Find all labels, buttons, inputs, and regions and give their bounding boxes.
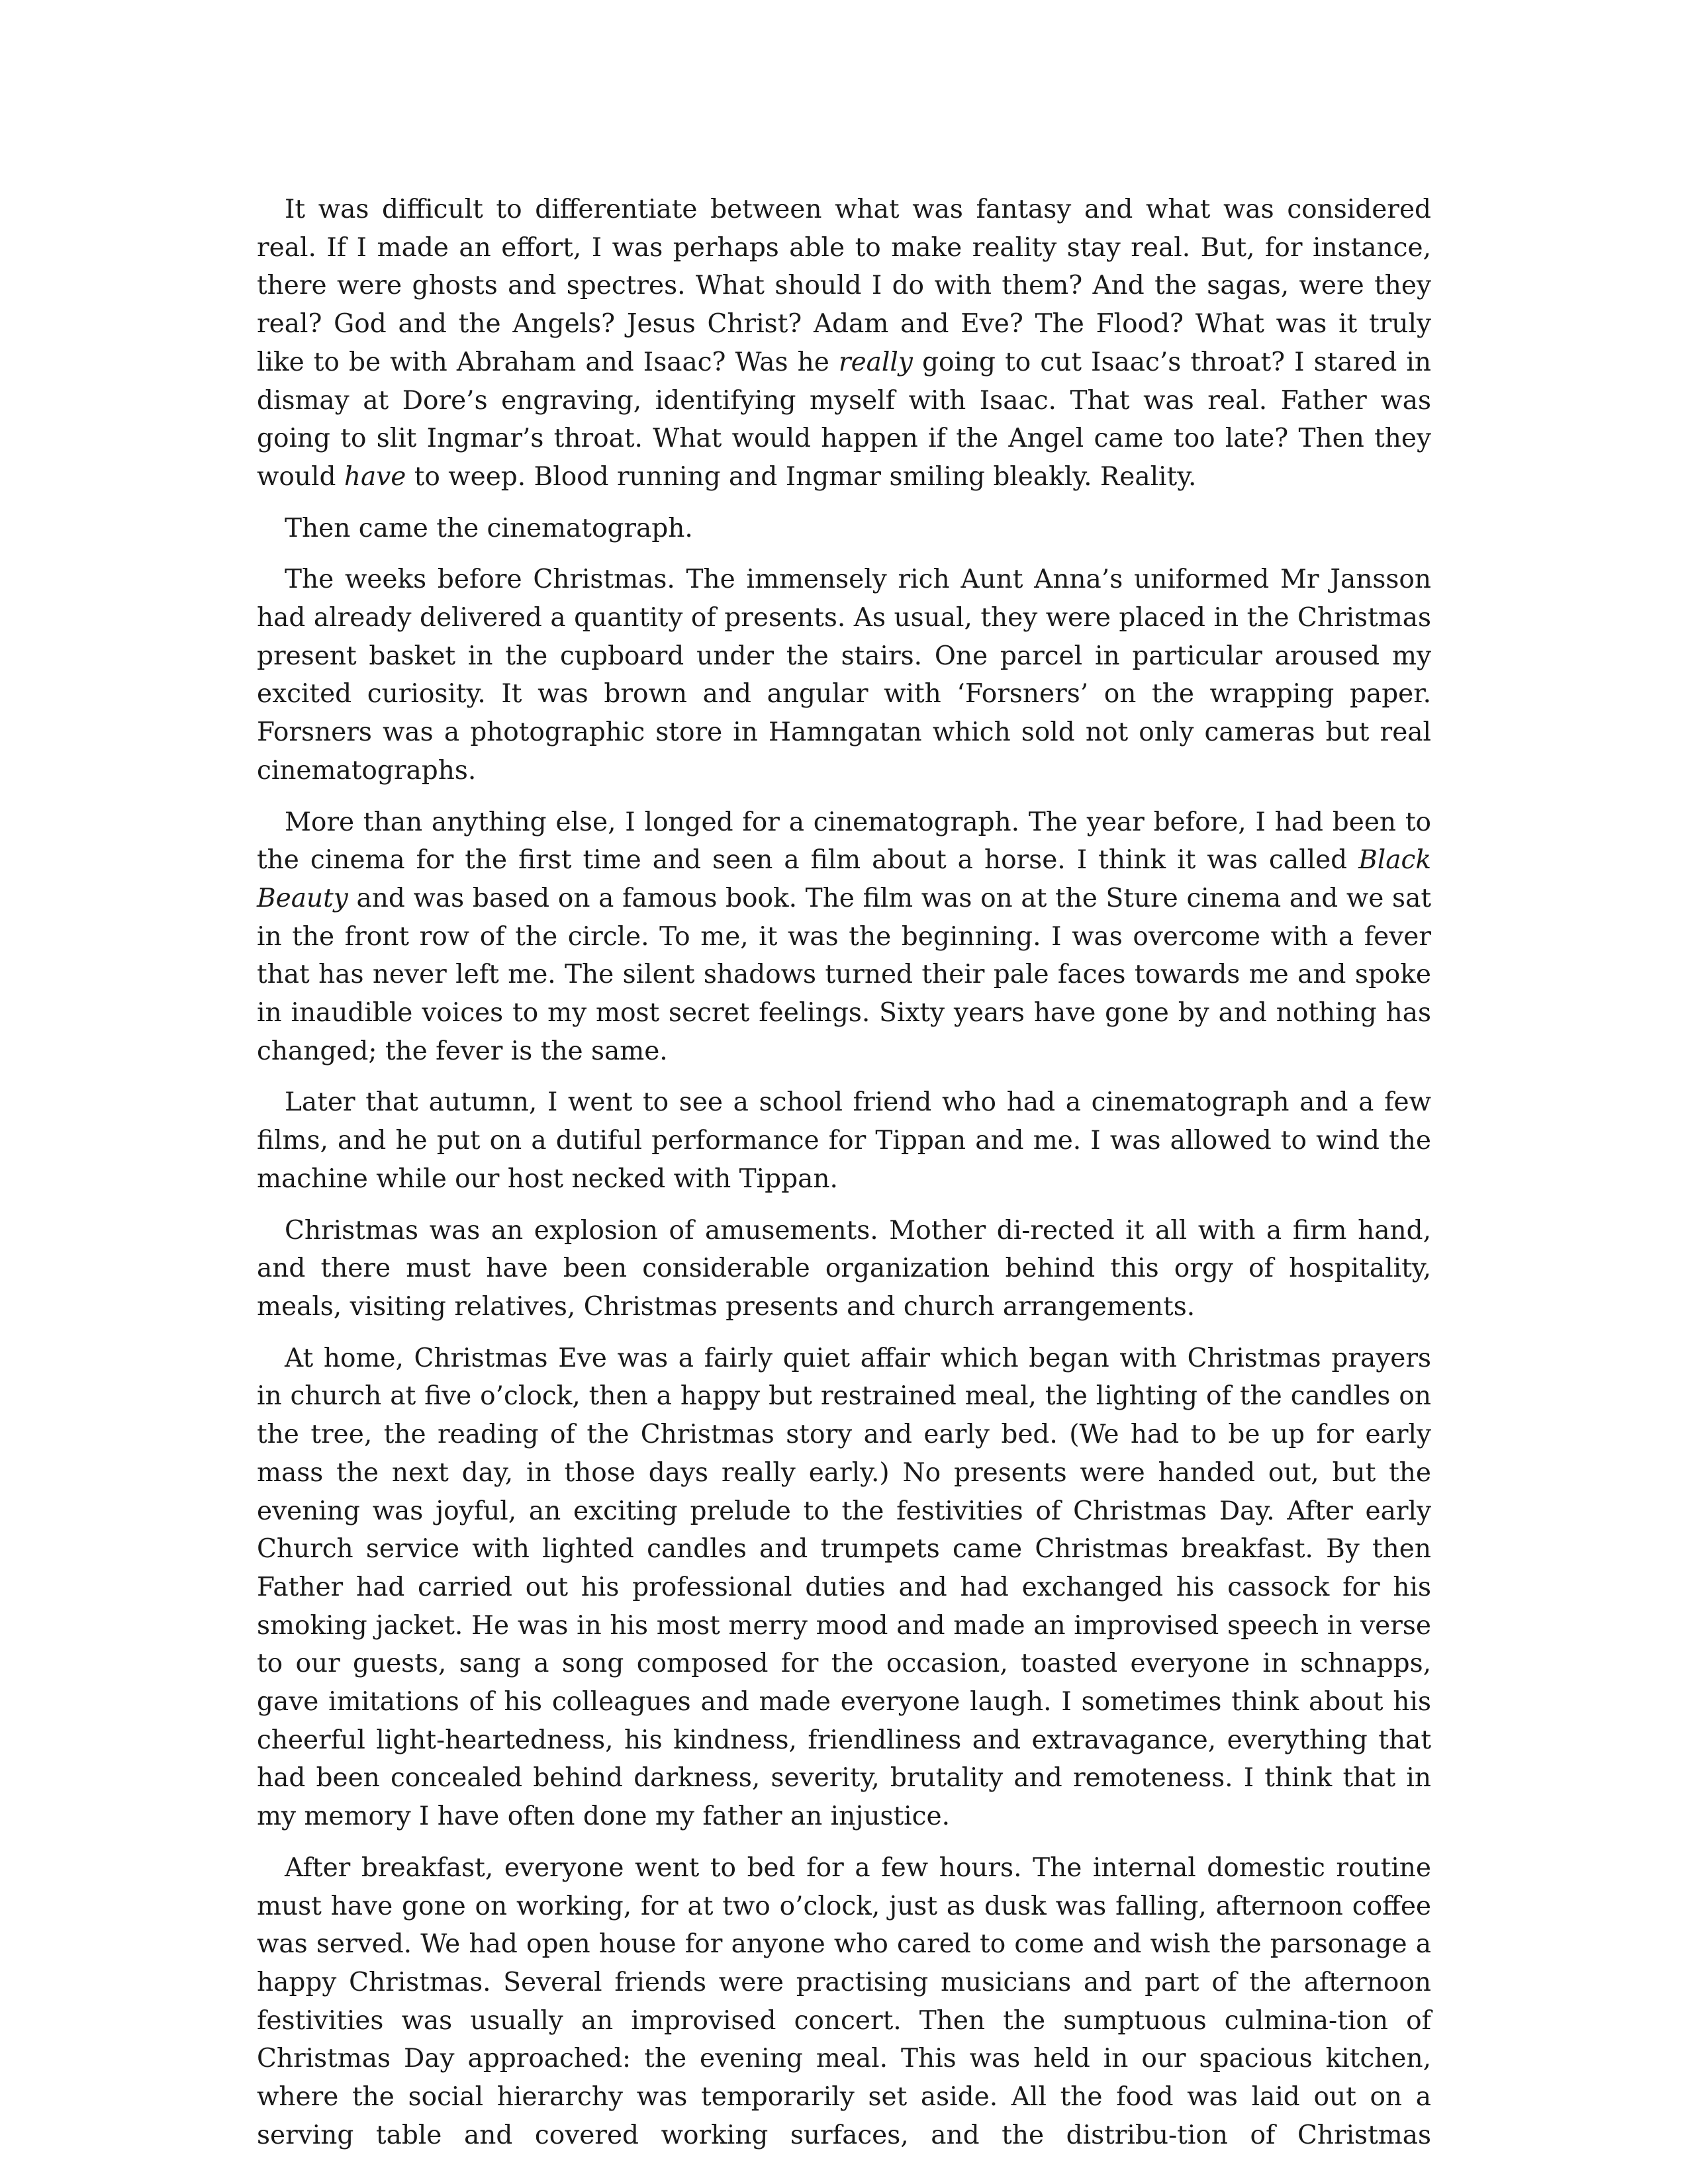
- italic-text-segment: have: [344, 461, 406, 492]
- text-segment: Then came the cinematograph.: [285, 513, 693, 543]
- italic-text-segment: Black Beauty: [257, 845, 1431, 913]
- text-segment: After breakfast, everyone went to bed for a few hours. The internal domestic routine must have gone on working, for at two o’clock, just as dusk was falling, afternoon coffee was served. We had open house for anyone who cared to come and wish the parsonage a happy Christmas. Several friends were practising musicians and part of the afternoon festivities was usually an improvised concert. Then the sumptuous culmina-tion of Christmas Day approached: the evening meal. This was held in our spacious kitchen, where the social hierarchy was temporarily set aside. All the food was laid out on a serving table and covered working surfaces, and the distribu-tion of Christmas: [257, 1852, 1431, 2150]
- paragraph-school-friend: [257, 1083, 1431, 1198]
- paragraph-fantasy-reality: [257, 191, 1431, 496]
- paragraph-christmas-eve: [257, 1340, 1431, 1836]
- text-segment: going to cut Isaac’s throat? I stared in dismay at Dore’s engraving, identifying myself with Isaac. That was real. Father was going to slit Ingmar’s throat. What would happen if the Angel came too late? Then they would: [257, 347, 1431, 492]
- text-segment: The weeks before Christmas. The immensely rich Aunt Anna’s uniformed Mr Jansson had already delivered a quantity of presents. As usual, they were placed in the Christmas present basket in the cupboard under the stairs. One parcel in particular aroused my excited curiosity. It was brown and angular with ‘Forsners’ on the wrapping paper. Forsners was a photographic store in Hamngatan which sold not only cameras but real cinematographs.: [257, 565, 1431, 786]
- italic-text-segment: really: [838, 347, 913, 377]
- paragraph-christmas-amusements: [257, 1212, 1431, 1326]
- text-segment: More than anything else, I longed for a cinematograph. The year before, I had been to the cinema for the first time and seen a film about a horse. I think it was called: [257, 807, 1431, 876]
- text-segment: and was based on a famous book. The film was on at the Sture cinema and we sat in the front row of the circle. To me, it was the beginning. I was overcome with a fever that has never left me. The silent shadows turned their pale faces towards me and spoke in inaudible voices to my most secret feelings. Sixty years have gone by and nothing has changed; the fever is the same.: [257, 883, 1431, 1066]
- paragraph-longed-for-cinematograph: [257, 803, 1431, 1071]
- text-segment: It was difficult to differentiate between what was fantasy and what was considered real. If I made an effort, I was perhaps able to make reality stay real. But, for instance, there were ghosts and spectres. What should I do with them? And the sagas, were they real? God and the Angels? Jesus Christ? Adam and Eve? The Flood? What was it truly like to be with Abraham and Isaac? Was he: [257, 195, 1431, 377]
- text-segment: At home, Christmas Eve was a fairly quiet affair which began with Christmas prayers in church at five o’clock, then a happy but restrained meal, the lighting of the candles on the tree, the reading of the Christmas story and early bed. (We had to be up for early mass the next day, in those days really early.) No presents were handed out, but the evening was joyful, an exciting prelude to the festivities of Christmas Day. After early Church service with lighted candles and trumpets came Christmas breakfast. By then Father had carried out his professional duties and had exchanged his cassock for his smoking jacket. He was in his most merry mood and made an improvised speech in verse to our guests, sang a song composed for the occasion, toasted everyone in schnapps, gave imitations of his colleagues and made everyone laugh. I sometimes think about his cheerful light-heartedness, his kindness, friendliness and extravagance, everything that had been concealed behind darkness, severity, brutality and remoteness. I think that in my memory I have often done my father an injustice.: [257, 1343, 1431, 1832]
- body-text: [257, 191, 1431, 2167]
- paragraph-weeks-before-christmas: [257, 561, 1431, 790]
- text-segment: Christmas was an explosion of amusements. Mother di-rected it all with a firm hand, and there must have been considerable organization behind this orgy of hospitality, meals, visiting relatives, Christmas presents and church arrangements.: [257, 1215, 1431, 1322]
- paragraph-after-breakfast: [257, 1849, 1431, 2155]
- text-segment: Later that autumn, I went to see a school friend who had a cinematograph and a few films, and he put on a dutiful performance for Tippan and me. I was allowed to wind the machine while our host necked with Tippan.: [257, 1087, 1431, 1194]
- text-segment: to weep. Blood running and Ingmar smiling bleakly. Reality.: [406, 461, 1197, 492]
- paragraph-cinematograph-intro: [257, 510, 1431, 548]
